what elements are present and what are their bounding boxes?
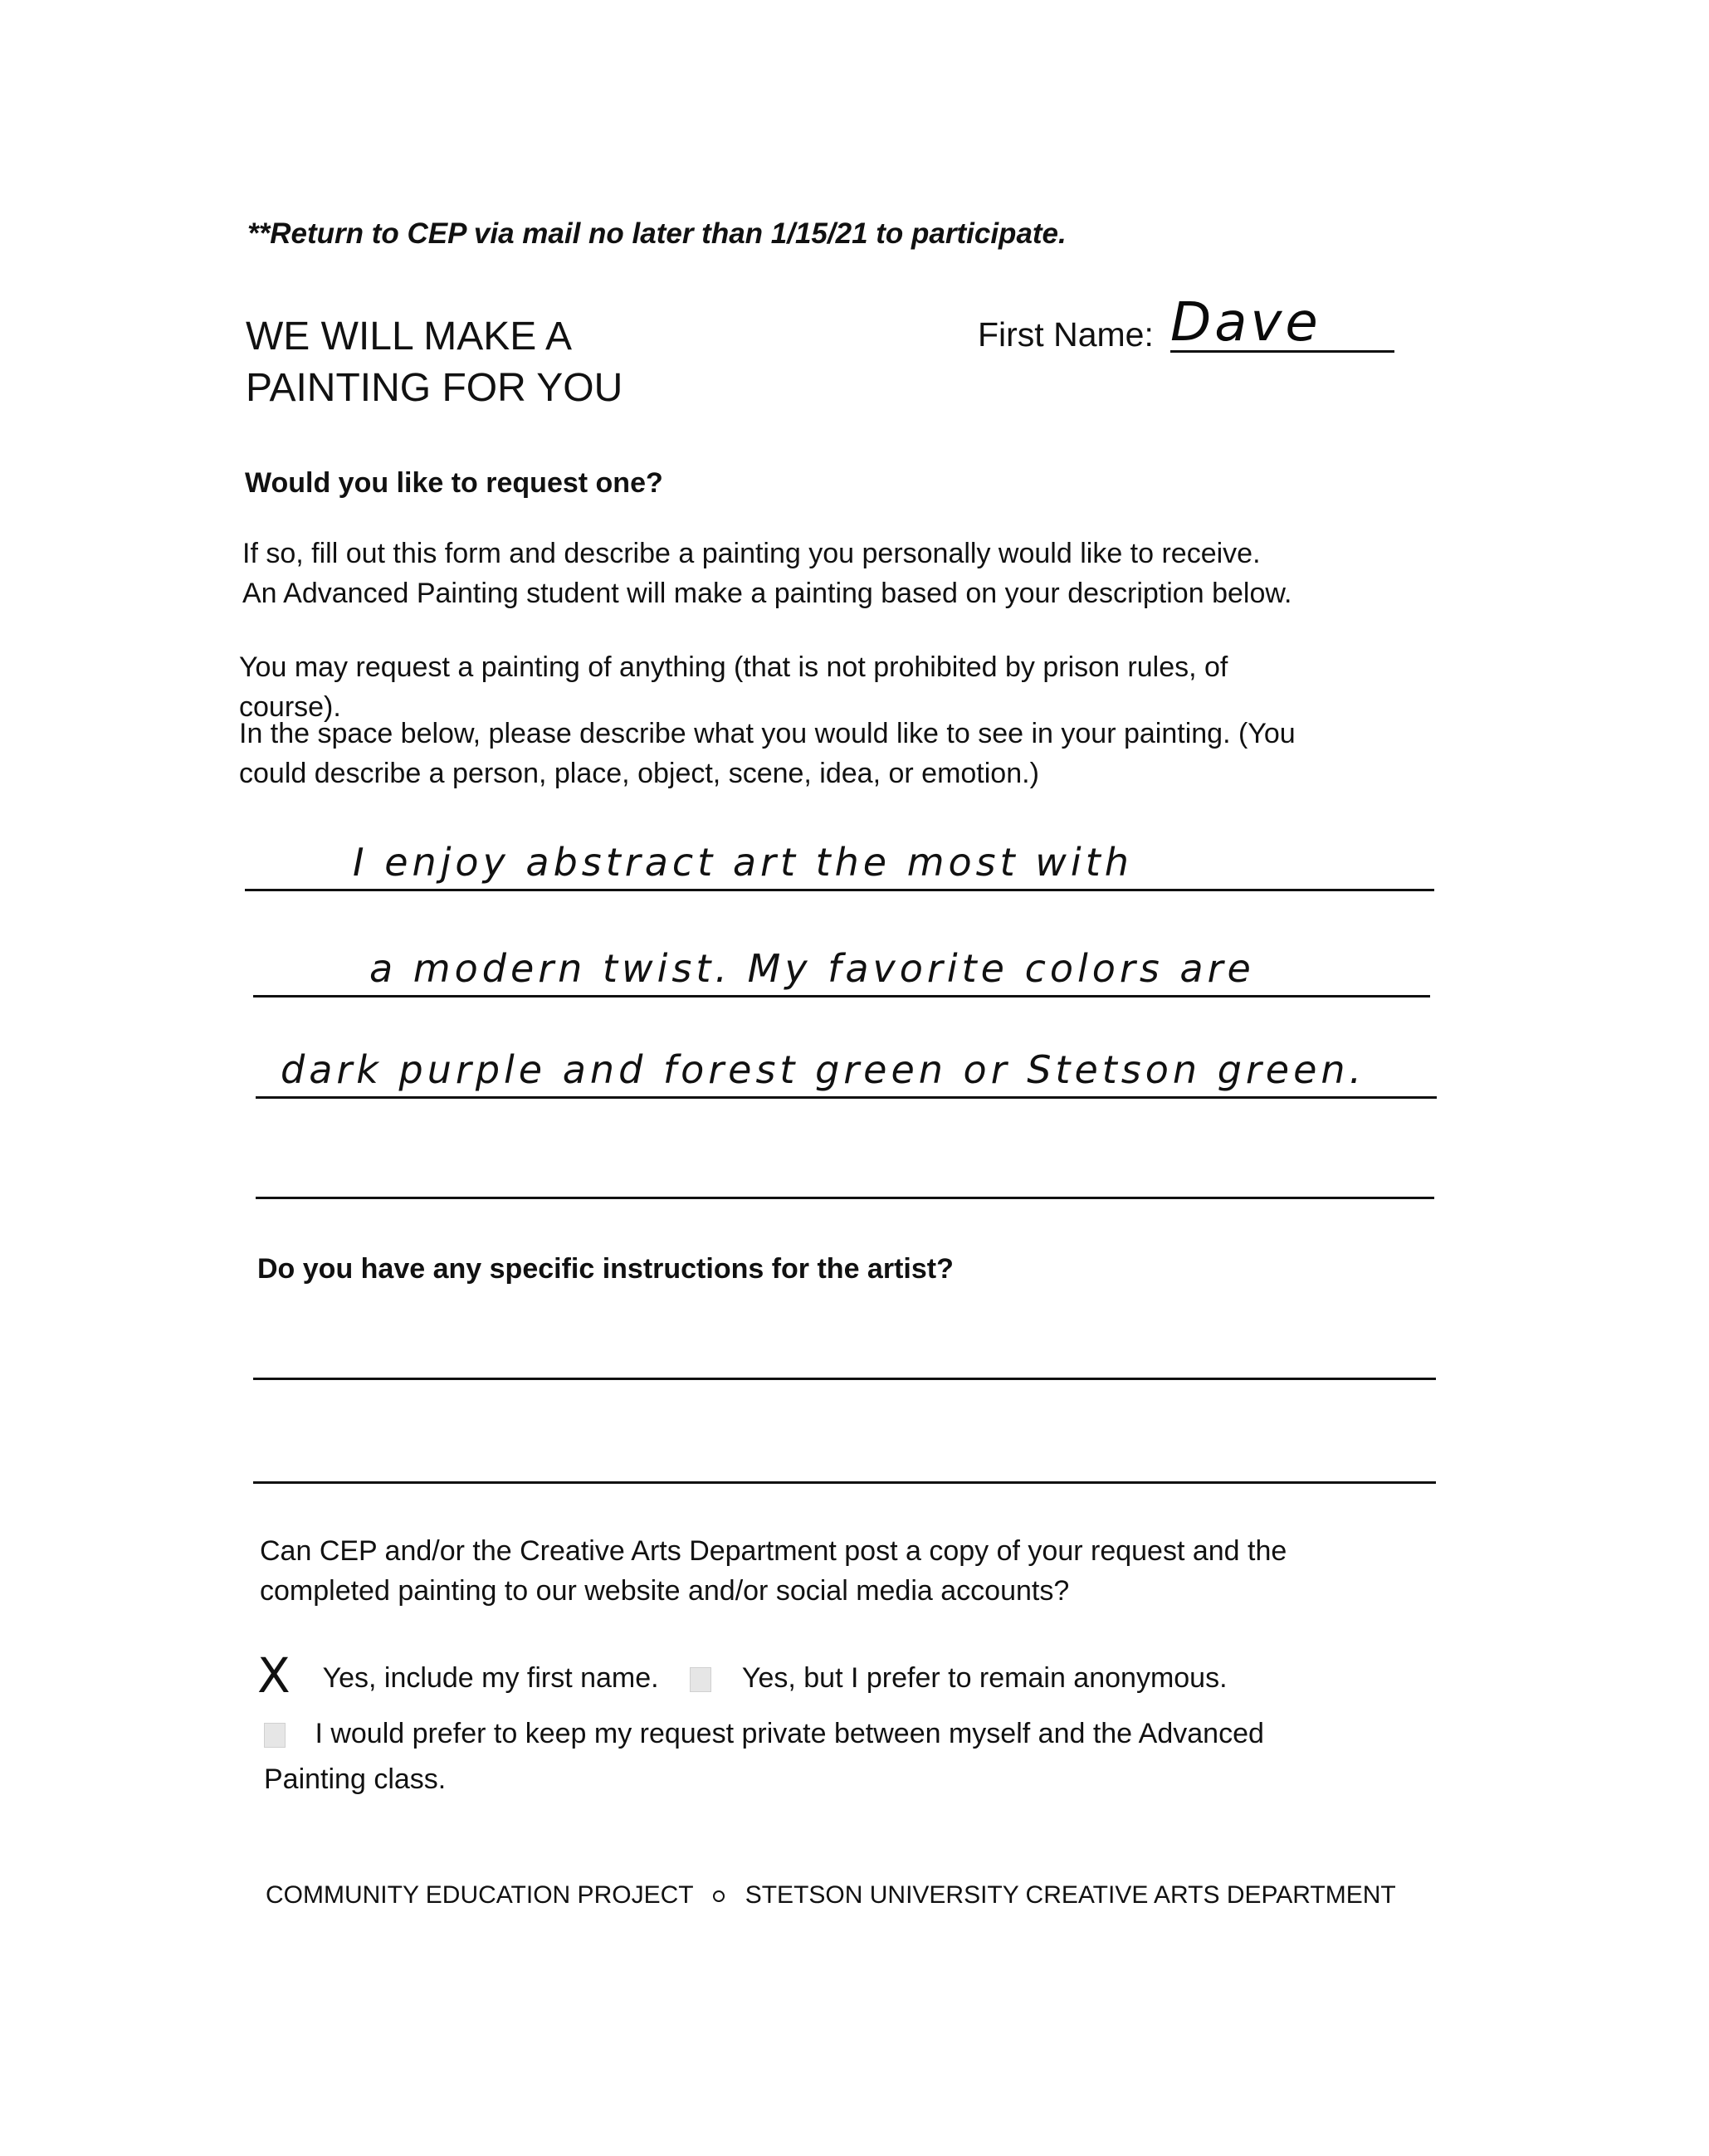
- description-line-2[interactable]: a modern twist. My favorite colors are: [253, 946, 1430, 998]
- intro-paragraph: [242, 534, 1292, 613]
- post-question-line-1: Can CEP and/or the Creative Arts Department post a copy of your request and the: [260, 1535, 1287, 1567]
- anonymous-checkbox[interactable]: [690, 1667, 711, 1692]
- title-line-1: WE WILL MAKE A: [246, 315, 572, 359]
- footer: [266, 1881, 1396, 1910]
- post-question-line-2: completed painting to our website and/or social media accounts?: [260, 1575, 1070, 1607]
- permission-options-row: [257, 1647, 1228, 1704]
- description-line-4[interactable]: [256, 1148, 1434, 1199]
- instructions-line-1[interactable]: [253, 1378, 1436, 1380]
- page-title: [246, 311, 876, 414]
- footer-right: STETSON UNIVERSITY CREATIVE ARTS DEPARTMENT: [745, 1881, 1396, 1909]
- option-yes-name-label: Yes, include my first name.: [322, 1662, 659, 1694]
- request-question: Would you like to request one?: [245, 467, 663, 499]
- first-name-label: First Name:: [978, 315, 1154, 354]
- first-name-field[interactable]: Dave: [1170, 292, 1394, 353]
- private-option-row: [264, 1718, 1264, 1750]
- describe-line-1: In the space below, please describe what you would like to see in your painting. (You: [239, 718, 1296, 749]
- x-mark-checkbox[interactable]: X: [257, 1647, 291, 1704]
- option-yes-anonymous-label: Yes, but I prefer to remain anonymous.: [741, 1662, 1228, 1694]
- describe-line-2: could describe a person, place, object, scene, idea, or emotion.): [239, 758, 1039, 789]
- instructions-line-2[interactable]: [253, 1481, 1436, 1484]
- anything-line-1: You may request a painting of anything (that is not prohibited by prison rules, of: [239, 651, 1228, 683]
- instructions-question: Do you have any specific instructions for the artist?: [257, 1253, 954, 1285]
- intro-line-1: If so, fill out this form and describe a painting you personally would like to receive.: [242, 538, 1261, 569]
- option-private-label: I would prefer to keep my request private between myself and the Advanced: [315, 1718, 1264, 1749]
- private-checkbox[interactable]: [264, 1723, 286, 1748]
- option-private-label-continued: Painting class.: [264, 1763, 447, 1795]
- describe-paragraph: [239, 714, 1296, 793]
- footer-left: COMMUNITY EDUCATION PROJECT: [266, 1881, 694, 1909]
- return-deadline-note: **Return to CEP via mail no later than 1/15/21 to participate.: [247, 217, 1067, 250]
- description-line-1[interactable]: I enjoy abstract art the most with: [245, 840, 1434, 891]
- title-line-2: PAINTING FOR YOU: [246, 366, 623, 410]
- bullet-icon: [713, 1890, 725, 1902]
- post-permission-question: [260, 1531, 1287, 1611]
- anything-line-2: course).: [239, 691, 341, 723]
- description-line-3[interactable]: dark purple and forest green or Stetson green.: [256, 1047, 1437, 1099]
- intro-line-2: An Advanced Painting student will make a painting based on your description below.: [242, 578, 1292, 609]
